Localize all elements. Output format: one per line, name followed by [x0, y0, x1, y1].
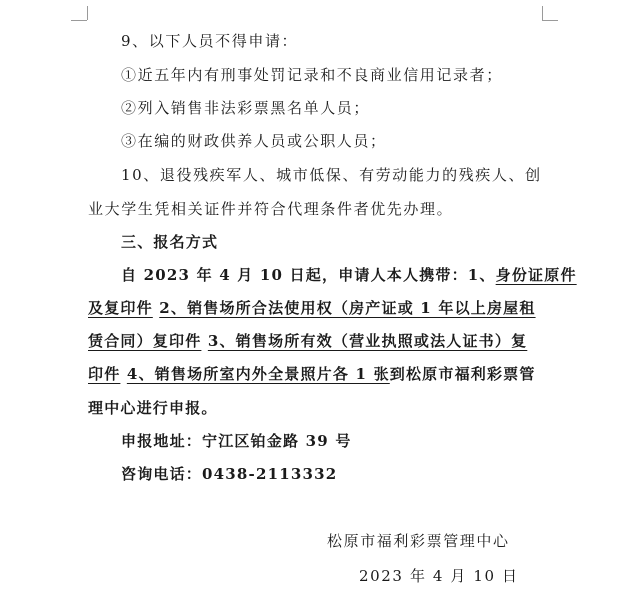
- signature-org: 松原市福利彩票管理中心: [327, 532, 510, 550]
- address: 申报地址：宁江区铂金路 39 号: [121, 432, 352, 450]
- section-3-heading: 三、报名方式: [121, 233, 219, 251]
- phone: 咨询电话：0438-2113332: [121, 465, 338, 483]
- para-line-3-underlined-b: 3、销售场所有效（营业执照或法人证书）复: [207, 332, 528, 350]
- para-line-1: [121, 264, 577, 285]
- item-9-sub-3: ③在编的财政供养人员或公职人员；: [121, 132, 387, 150]
- item-9-sub-2: ②列入销售非法彩票黑名单人员；: [121, 99, 371, 117]
- para-line-1-text: 自 2023 年 4 月 10 日起，申请人本人携带：1、: [121, 266, 496, 284]
- para-line-2-underlined-a: 及复印件: [88, 299, 153, 317]
- para-line-2-underlined-b: 2、销售场所合法使用权（房产证或 1 年以上房屋租: [159, 299, 536, 317]
- para-line-4-underlined-b: 4、销售场所室内外全景照片各 1 张: [126, 365, 390, 383]
- para-line-2: [88, 297, 536, 318]
- para-line-1-underlined: 身份证原件: [495, 266, 577, 284]
- item-10-line-1: 10、退役残疾军人、城市低保、有劳动能力的残疾人、创: [121, 166, 542, 184]
- para-line-3-underlined-a: 赁合同）复印件: [88, 332, 202, 350]
- para-line-4-text: 到松原市福利彩票管: [389, 365, 536, 383]
- item-9: 9、以下人员不得申请：: [121, 32, 299, 50]
- item-9-sub-1: ①近五年内有刑事处罚记录和不良商业信用记录者；: [121, 66, 503, 84]
- page-corner-mark-top-right-h: [542, 20, 558, 21]
- page-corner-mark-top-right: [542, 6, 543, 20]
- signature-date: 2023 年 4 月 10 日: [359, 567, 519, 585]
- para-line-5: 理中心进行申报。: [88, 399, 218, 417]
- item-10-line-2: 业大学生凭相关证件并符合代理条件者优先办理。: [88, 200, 454, 218]
- page-corner-mark-top-left: [87, 6, 88, 20]
- para-line-4: [88, 363, 536, 384]
- para-line-3: [88, 330, 527, 351]
- page-corner-mark-top-left-h: [71, 20, 87, 21]
- para-line-4-underlined-a: 印件: [88, 365, 121, 383]
